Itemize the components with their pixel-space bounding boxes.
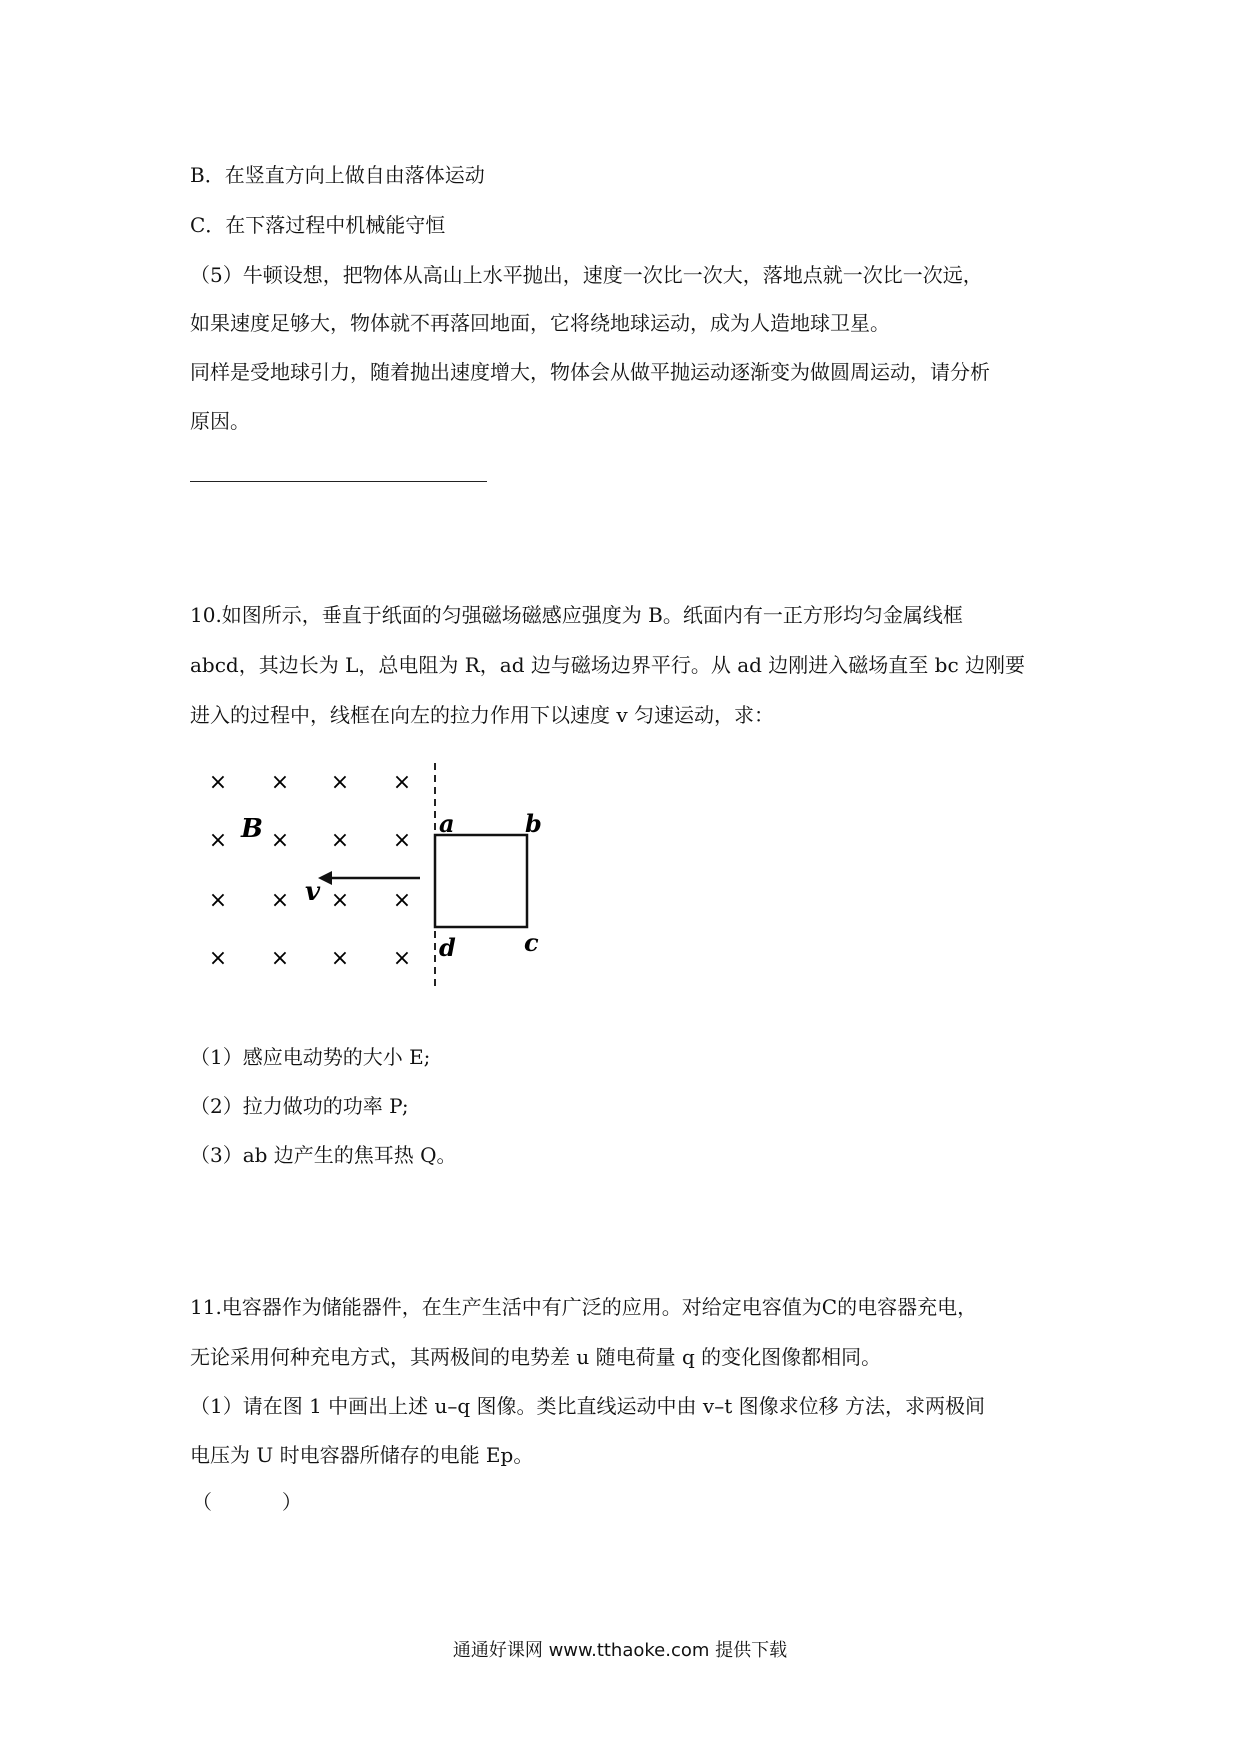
field-cross: × [392,888,412,913]
footer-source: 通通好课网 www.tthaoke.com 提供下载 [452,1640,788,1661]
field-cross: × [392,828,412,853]
q9-option-c: C．在下落过程中机械能守恒 [190,213,446,237]
field-cross: × [330,770,350,795]
field-cross: × [208,770,228,795]
q9-option-b: B．在竖直方向上做自由落体运动 [190,163,485,187]
q9-part5-line3: 同样是受地球引力，随着抛出速度增大，物体会从做平抛运动逐渐变为做圆周运动，请分析 [190,360,990,384]
q10-line1: 10.如图所示，垂直于纸面的匀强磁场磁感应强度为 B。纸面内有一正方形均匀金属线框 [190,603,963,627]
field-cross: × [392,946,412,971]
label-v: v [305,877,321,907]
field-cross: × [270,828,290,853]
q9-part5-line2: 如果速度足够大，物体就不再落回地面，它将绕地球运动，成为人造地球卫星。 [190,311,890,335]
label-b: b [525,809,542,838]
field-cross: × [208,828,228,853]
field-cross: × [330,888,350,913]
field-cross: × [270,888,290,913]
q11-line1: 11.电容器作为储能器件，在生产生活中有广泛的应用。对给定电容值为C的电容器充电， [190,1295,978,1319]
square-wire-frame [435,835,527,927]
answer-blank-parentheses: （ ） [192,1490,302,1514]
q11-line2: 无论采用何种充电方式，其两极间的电势差 u 随电荷量 q 的变化图像都相同。 [190,1345,882,1369]
field-cross: × [270,946,290,971]
label-B: B [241,814,263,844]
q10-line2: abcd，其边长为 L，总电阻为 R，ad 边与磁场边界平行。从 ad 边刚进入磁场直至 bc 边刚要 [190,653,1026,677]
field-cross: × [330,828,350,853]
q10-sub3: （3）ab 边产生的焦耳热 Q。 [190,1143,457,1167]
field-cross: × [270,770,290,795]
label-c: c [524,928,539,957]
q10-sub2: （2）拉力做功的功率 P; [190,1094,409,1118]
q11-sub1-line1: （1）请在图 1 中画出上述 u–q 图像。类比直线运动中由 v–t 图像求位移 方法，求两极间 [190,1394,985,1418]
field-cross: × [208,888,228,913]
field-crosses [209,770,411,971]
label-d: d [439,933,456,962]
label-a: a [439,809,455,838]
field-cross: × [392,770,412,795]
q10-line3: 进入的过程中，线框在向左的拉力作用下以速度 v 匀速运动，求： [190,703,775,727]
q9-part5-line1: （5）牛顿设想，把物体从高山上水平抛出，速度一次比一次大，落地点就一次比一次远， [190,263,983,287]
field-cross: × [208,946,228,971]
q11-sub1-line2: 电压为 U 时电容器所储存的电能 Ep。 [190,1443,534,1467]
q10-sub1: （1）感应电动势的大小 E; [190,1045,431,1069]
answer-underline [190,481,487,482]
field-cross: × [330,946,350,971]
q9-part5-line4: 原因。 [190,409,250,433]
magnetic-field-figure [190,755,560,1005]
figure-svg [190,755,560,1005]
